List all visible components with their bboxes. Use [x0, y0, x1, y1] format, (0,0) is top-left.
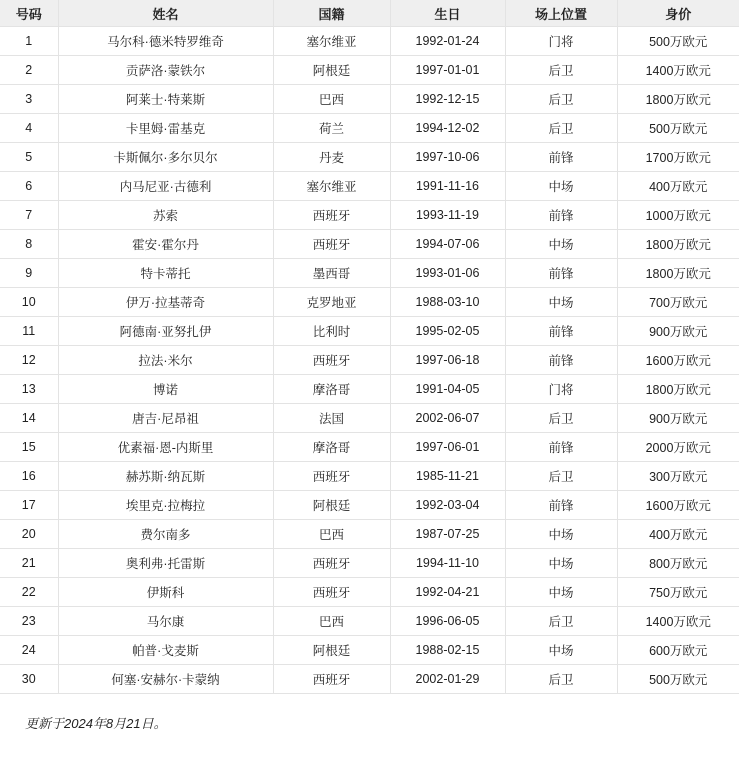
table-cell: 阿莱士·特莱斯 [58, 85, 273, 114]
table-row [0, 85, 739, 114]
table-cell: 11 [0, 317, 58, 346]
table-cell: 克罗地亚 [273, 288, 390, 317]
table-cell: 埃里克·拉梅拉 [58, 491, 273, 520]
table-cell: 前锋 [505, 143, 617, 172]
table-row [0, 636, 739, 665]
column-header: 身价 [617, 0, 739, 27]
table-cell: 塞尔维亚 [273, 27, 390, 56]
table-cell: 1800万欧元 [617, 259, 739, 288]
table-cell: 500万欧元 [617, 27, 739, 56]
column-header: 国籍 [273, 0, 390, 27]
table-cell: 2002-06-07 [390, 404, 505, 433]
table-cell: 1700万欧元 [617, 143, 739, 172]
table-cell: 1995-02-05 [390, 317, 505, 346]
table-row [0, 578, 739, 607]
table-row [0, 259, 739, 288]
table-cell: 前锋 [505, 433, 617, 462]
table-cell: 西班牙 [273, 462, 390, 491]
table-row [0, 549, 739, 578]
table-row [0, 56, 739, 85]
table-cell: 1988-02-15 [390, 636, 505, 665]
table-cell: 1997-01-01 [390, 56, 505, 85]
table-row [0, 491, 739, 520]
table-cell: 700万欧元 [617, 288, 739, 317]
table-cell: 西班牙 [273, 578, 390, 607]
table-cell: 10 [0, 288, 58, 317]
table-cell: 中场 [505, 520, 617, 549]
table-cell: 阿根廷 [273, 491, 390, 520]
table-row [0, 114, 739, 143]
table-row [0, 230, 739, 259]
table-cell: 1985-11-21 [390, 462, 505, 491]
table-cell: 墨西哥 [273, 259, 390, 288]
table-cell: 2 [0, 56, 58, 85]
table-cell: 苏索 [58, 201, 273, 230]
table-cell: 30 [0, 665, 58, 694]
table-cell: 1992-03-04 [390, 491, 505, 520]
table-cell: 900万欧元 [617, 404, 739, 433]
table-cell: 1400万欧元 [617, 607, 739, 636]
table-row [0, 404, 739, 433]
table-cell: 马尔康 [58, 607, 273, 636]
table-cell: 9 [0, 259, 58, 288]
table-cell: 1994-11-10 [390, 549, 505, 578]
table-cell: 前锋 [505, 491, 617, 520]
table-cell: 600万欧元 [617, 636, 739, 665]
table-cell: 1988-03-10 [390, 288, 505, 317]
table-cell: 1600万欧元 [617, 491, 739, 520]
table-cell: 300万欧元 [617, 462, 739, 491]
table-cell: 17 [0, 491, 58, 520]
table-cell: 巴西 [273, 607, 390, 636]
table-cell: 12 [0, 346, 58, 375]
table-cell: 1600万欧元 [617, 346, 739, 375]
table-cell: 4 [0, 114, 58, 143]
table-cell: 1993-11-19 [390, 201, 505, 230]
table-cell: 前锋 [505, 346, 617, 375]
table-cell: 1996-06-05 [390, 607, 505, 636]
table-cell: 7 [0, 201, 58, 230]
table-cell: 后卫 [505, 607, 617, 636]
table-cell: 何塞·安赫尔·卡蒙纳 [58, 665, 273, 694]
table-cell: 西班牙 [273, 230, 390, 259]
table-cell: 15 [0, 433, 58, 462]
table-row [0, 288, 739, 317]
table-cell: 博诺 [58, 375, 273, 404]
table-cell: 特卡蒂托 [58, 259, 273, 288]
table-cell: 1800万欧元 [617, 230, 739, 259]
table-cell: 1992-12-15 [390, 85, 505, 114]
table-cell: 后卫 [505, 56, 617, 85]
table-row [0, 665, 739, 694]
table-cell: 唐吉·尼昂祖 [58, 404, 273, 433]
table-cell: 荷兰 [273, 114, 390, 143]
table-cell: 西班牙 [273, 346, 390, 375]
table-cell: 900万欧元 [617, 317, 739, 346]
table-row [0, 201, 739, 230]
table-row [0, 462, 739, 491]
table-cell: 500万欧元 [617, 665, 739, 694]
table-cell: 1997-06-01 [390, 433, 505, 462]
table-cell: 500万欧元 [617, 114, 739, 143]
table-row [0, 172, 739, 201]
table-cell: 后卫 [505, 665, 617, 694]
table-cell: 1994-12-02 [390, 114, 505, 143]
table-cell: 后卫 [505, 114, 617, 143]
table-cell: 马尔科·德米特罗维奇 [58, 27, 273, 56]
table-row [0, 520, 739, 549]
table-cell: 1400万欧元 [617, 56, 739, 85]
table-body [0, 27, 739, 694]
table-cell: 优素福·恩-内斯里 [58, 433, 273, 462]
column-header: 生日 [390, 0, 505, 27]
table-row [0, 375, 739, 404]
table-cell: 丹麦 [273, 143, 390, 172]
table-cell: 赫苏斯·纳瓦斯 [58, 462, 273, 491]
table-cell: 1992-01-24 [390, 27, 505, 56]
table-cell: 前锋 [505, 317, 617, 346]
table-cell: 阿根廷 [273, 56, 390, 85]
table-cell: 800万欧元 [617, 549, 739, 578]
table-cell: 中场 [505, 172, 617, 201]
table-cell: 16 [0, 462, 58, 491]
table-cell: 中场 [505, 578, 617, 607]
table-row [0, 346, 739, 375]
table-cell: 巴西 [273, 520, 390, 549]
table-cell: 西班牙 [273, 549, 390, 578]
table-cell: 750万欧元 [617, 578, 739, 607]
table-cell: 中场 [505, 549, 617, 578]
table-cell: 中场 [505, 230, 617, 259]
table-cell: 8 [0, 230, 58, 259]
table-cell: 伊斯科 [58, 578, 273, 607]
table-cell: 22 [0, 578, 58, 607]
table-cell: 1800万欧元 [617, 85, 739, 114]
table-cell: 门将 [505, 27, 617, 56]
table-cell: 6 [0, 172, 58, 201]
table-cell: 14 [0, 404, 58, 433]
table-row [0, 143, 739, 172]
table-cell: 24 [0, 636, 58, 665]
table-cell: 西班牙 [273, 665, 390, 694]
table-cell: 霍安·霍尔丹 [58, 230, 273, 259]
table-cell: 1991-11-16 [390, 172, 505, 201]
table-cell: 5 [0, 143, 58, 172]
table-cell: 摩洛哥 [273, 433, 390, 462]
table-cell: 中场 [505, 288, 617, 317]
table-cell: 帕普·戈麦斯 [58, 636, 273, 665]
table-cell: 20 [0, 520, 58, 549]
column-header: 姓名 [58, 0, 273, 27]
table-cell: 前锋 [505, 201, 617, 230]
table-cell: 费尔南多 [58, 520, 273, 549]
table-cell: 后卫 [505, 85, 617, 114]
table-cell: 伊万·拉基蒂奇 [58, 288, 273, 317]
table-cell: 中场 [505, 636, 617, 665]
table-cell: 后卫 [505, 404, 617, 433]
table-cell: 卡斯佩尔·多尔贝尔 [58, 143, 273, 172]
table-cell: 巴西 [273, 85, 390, 114]
table-cell: 塞尔维亚 [273, 172, 390, 201]
column-header: 号码 [0, 0, 58, 27]
table-cell: 13 [0, 375, 58, 404]
table-cell: 拉法·米尔 [58, 346, 273, 375]
table-header-row [0, 0, 739, 27]
table-cell: 法国 [273, 404, 390, 433]
table-cell: 1800万欧元 [617, 375, 739, 404]
table-cell: 1997-10-06 [390, 143, 505, 172]
table-cell: 1991-04-05 [390, 375, 505, 404]
table-cell: 3 [0, 85, 58, 114]
update-note: 更新于2024年8月21日。 [25, 716, 167, 731]
table-cell: 1993-01-06 [390, 259, 505, 288]
table-cell: 1 [0, 27, 58, 56]
table-row [0, 27, 739, 56]
table-cell: 卡里姆·雷基克 [58, 114, 273, 143]
table-cell: 后卫 [505, 462, 617, 491]
table-cell: 2000万欧元 [617, 433, 739, 462]
table-cell: 前锋 [505, 259, 617, 288]
table-row [0, 317, 739, 346]
table-cell: 2002-01-29 [390, 665, 505, 694]
table-cell: 21 [0, 549, 58, 578]
table-cell: 400万欧元 [617, 520, 739, 549]
column-header: 场上位置 [505, 0, 617, 27]
table-cell: 23 [0, 607, 58, 636]
table-cell: 摩洛哥 [273, 375, 390, 404]
table-cell: 阿德南·亚努扎伊 [58, 317, 273, 346]
table-cell: 1000万欧元 [617, 201, 739, 230]
table-cell: 门将 [505, 375, 617, 404]
table-cell: 1992-04-21 [390, 578, 505, 607]
table-cell: 内马尼亚·古德利 [58, 172, 273, 201]
table-cell: 奥利弗·托雷斯 [58, 549, 273, 578]
table-cell: 1997-06-18 [390, 346, 505, 375]
table-cell: 阿根廷 [273, 636, 390, 665]
table-cell: 贡萨洛·蒙铁尔 [58, 56, 273, 85]
table-cell: 比利时 [273, 317, 390, 346]
table-row [0, 433, 739, 462]
table-cell: 1987-07-25 [390, 520, 505, 549]
table-cell: 西班牙 [273, 201, 390, 230]
table-row [0, 607, 739, 636]
table-cell: 1994-07-06 [390, 230, 505, 259]
table-cell: 400万欧元 [617, 172, 739, 201]
